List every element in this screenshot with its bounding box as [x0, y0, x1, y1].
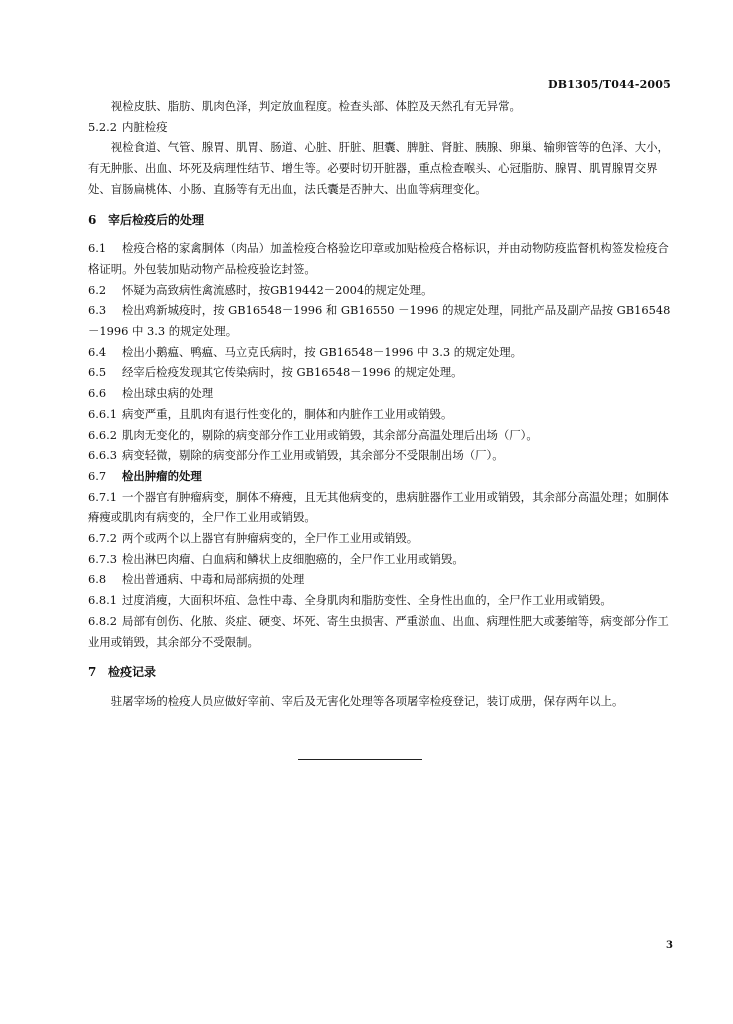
clause-text: 经宰后检疫发现其它传染病时，按 GB16548－1996 的规定处理。 — [122, 365, 463, 380]
clause-6-3 — [88, 300, 676, 341]
chapter-number: 6 — [88, 212, 97, 227]
clause-6-8-2 — [88, 611, 676, 652]
clause-number: 6.5 — [88, 365, 107, 380]
document-id: DB1305/T044-2005 — [548, 78, 671, 91]
clause-6-6 — [88, 383, 676, 404]
clause-text: 怀疑为高致病性禽流感时，按GB19442－2004的规定处理。 — [122, 282, 433, 297]
clause-number: 6.8.2 — [88, 613, 117, 628]
clause-text: 检出小鹅瘟、鸭瘟、马立克氏病时，按 GB16548－1996 中 3.3 的规定处理。 — [122, 344, 523, 359]
chapter-7-body: 驻屠宰场的检疫人员应做好宰前、宰后及无害化处理等各项屠宰检疫登记，装订成册，保存两年以上。 — [110, 693, 624, 708]
clause-number: 6.6.1 — [88, 406, 117, 421]
clause-number: 6.6 — [88, 386, 107, 401]
clause-6-6-3 — [88, 445, 676, 466]
clause-text: 检出球虫病的处理 — [122, 386, 214, 401]
clause-text: 检出肿瘤的处理 — [122, 468, 202, 483]
clause-text: 过度消瘦，大面积坏疽、急性中毒、全身肌肉和脂肪变性、全身性出血的，全尸作工业用或销毁。 — [122, 593, 612, 608]
clause-number: 6.2 — [88, 282, 107, 297]
intro-paragraph: 视检皮肤、脂肪、肌肉色泽，判定放血程度。检查头部、体腔及天然孔有无异常。 — [110, 99, 521, 113]
clause-6-6-2 — [88, 425, 676, 446]
clause-number: 6.3 — [88, 303, 107, 318]
clause-text: 肌肉无变化的，剔除的病变部分作工业用或销毁，其余部分高温处理后出场（厂）。 — [122, 427, 538, 442]
clause-6-8 — [88, 569, 676, 590]
clause-6-2 — [88, 280, 676, 301]
clause-text: 病变轻微，剔除的病变部分作工业用或销毁，其余部分不受限制出场（厂）。 — [122, 448, 504, 463]
clause-6-4 — [88, 342, 676, 363]
clause-6-7 — [88, 466, 676, 487]
clause-number: 6.7.3 — [88, 551, 117, 566]
clause-number: 6.4 — [88, 344, 107, 359]
chapter-number: 7 — [88, 665, 97, 680]
clause-6-7-1 — [88, 487, 676, 528]
section-title: 内脏检疫 — [122, 119, 168, 134]
clause-text: 检出淋巴肉瘤、白血病和鳞状上皮细胞癌的，全尸作工业用或销毁。 — [122, 551, 464, 566]
clause-text: 检出普通病、中毒和局部病损的处理 — [122, 572, 305, 587]
chapter-6-heading — [88, 210, 676, 231]
clause-number: 6.8 — [88, 572, 107, 587]
page-number: 3 — [666, 940, 673, 951]
clause-6-7-3 — [88, 549, 676, 570]
section-5-2-2-body: 视检食道、气管、腺胃、肌胃、肠道、心脏、肝脏、胆囊、脾脏、肾脏、胰腺、卵巢、输卵管等的色泽、大小，有无肿胀、出血、坏死及病理性结节、增生等。必要时切开脏器，重点检查喉头、心冠脂肪、腺胃、肌胃腺胃交界处、盲肠扁桃体、小肠、直肠等有无出血，法氏囊是否肿大、出血等病理变化。 — [88, 140, 669, 196]
chapter-title: 检疫记录 — [108, 665, 157, 680]
clause-6-6-1 — [88, 404, 676, 425]
clause-text: 一个器官有肿瘤病变，胴体不瘠瘦，且无其他病变的，患病脏器作工业用或销毁，其余部分高温处理；如胴体瘠瘦或肌肉有病变的，全尸作工业用或销毁。 — [88, 489, 669, 525]
section-5-2-2-heading — [88, 117, 676, 138]
clause-6-1 — [88, 238, 676, 279]
clause-number: 6.8.1 — [88, 593, 117, 608]
clause-number: 6.6.2 — [88, 427, 117, 442]
clause-number: 6.1 — [88, 241, 107, 256]
clause-text: 检疫合格的家禽胴体（肉品）加盖检疫合格验讫印章或加贴检疫合格标识，并由动物防疫监督机构签发检疫合格证明。外包装加贴动物产品检疫验讫封签。 — [88, 241, 669, 276]
section-number: 5.2.2 — [88, 119, 117, 134]
clause-number: 6.7.1 — [88, 489, 117, 504]
clause-text: 检出鸡新城疫时，按 GB16548－1996 和 GB16550 －1996 的规定处理，同批产品及副产品按 GB16548－1996 中 3.3 的规定处理。 — [88, 303, 671, 339]
chapter-7-heading — [88, 662, 676, 683]
clause-text: 局部有创伤、化脓、炎症、硬变、坏死、寄生虫损害、严重淤血、出血、病理性肥大或萎缩等，病变部分作工业用或销毁，其余部分不受限制。 — [88, 613, 669, 649]
document-body — [88, 96, 676, 712]
clause-text: 病变严重，且肌肉有退行性变化的，胴体和内脏作工业用或销毁。 — [122, 406, 453, 421]
clause-6-8-1 — [88, 590, 676, 611]
clause-number: 6.7.2 — [88, 531, 117, 546]
clause-6-5 — [88, 362, 676, 383]
clause-text: 两个或两个以上器官有肿瘤病变的，全尸作工业用或销毁。 — [122, 531, 419, 546]
clause-6-7-2 — [88, 528, 676, 549]
clause-number: 6.7 — [88, 468, 107, 483]
clause-number: 6.6.3 — [88, 448, 117, 463]
chapter-title: 宰后检疫后的处理 — [108, 212, 205, 227]
end-of-document-rule — [298, 759, 422, 760]
